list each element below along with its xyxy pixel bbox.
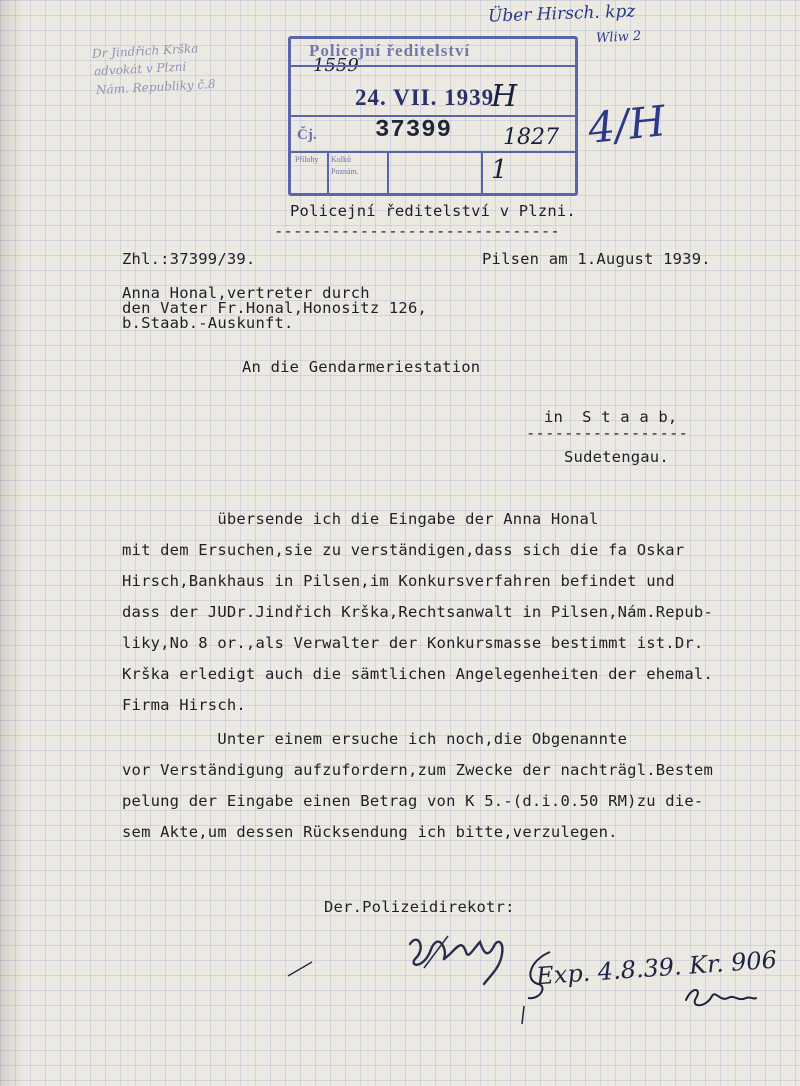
reference-number: Zhl.:37399/39. [122,250,256,268]
addressee-place: in S t a a b, [544,408,678,426]
stamp-handwritten-reg: 1559 [313,55,359,76]
handwritten-note-top-right-2: Wliw 2 [595,28,642,47]
stamp-handwritten-number: 1827 [503,125,559,150]
stamp-handwritten-one: 1 [491,155,508,185]
heading-rule: ------------------------------ [274,222,560,240]
subject-line: b.Staab.-Auskunft. [122,314,294,332]
stamp-line [291,151,575,153]
handwritten-note-top-right: Über Hirsch. kpz [487,1,636,27]
pen-stroke [286,958,316,978]
pencil-note-line-2: advokát v Plzni [93,59,187,79]
signature [404,918,524,988]
initials [680,980,760,1016]
addressee: An die Gendarmeriestation [242,358,481,376]
stamp-cj-label: Čj. [297,127,317,143]
stamp-line [291,65,575,67]
pencil-note-line-3: Nám. Republiky č.8 [95,76,216,98]
closing: Der.Polizeidirekotr: [324,898,515,916]
registry-stamp [288,36,578,196]
body-line: pelung der Eingabe einen Betrag von K 5.-(d.i.0.50 RM)zu die- [122,792,704,810]
stamp-label: Přílohy [295,155,319,164]
body-line: übersende ich die Eingabe der Anna Honal [122,510,599,528]
stamp-office: Policejní ředitelství [309,41,471,60]
body-line: sem Akte,um dessen Rücksendung ich bitte,verzulegen. [122,823,618,841]
stamp-divider [327,151,329,193]
body-line: liky,No 8 or.,als Verwalter der Konkursmasse bestimmt ist.Dr. [122,634,704,652]
body-line: Unter einem ersuche ich noch,die Obgenannte [122,730,628,748]
stamp-letter: H [491,79,518,114]
handwritten-margin-mark: 4/H [585,96,668,153]
addressee-region: Sudetengau. [564,448,669,466]
stamp-number: 37399 [375,117,453,144]
body-line: Firma Hirsch. [122,696,246,714]
paraph-mark [520,950,580,1030]
body-line: dass der JUDr.Jindřich Krška,Rechtsanwalt in Pilsen,Nám.Repub- [122,603,713,621]
subject-line: Anna Honal,vertreter durch [122,284,370,302]
letter-heading: Policejní ředitelství v Plzni. [290,202,576,220]
place-date: Pilsen am 1.August 1939. [482,250,711,268]
stamp-label: Kolků [331,155,351,164]
body-line: vor Verständigung aufzufordern,zum Zwecke der nachträgl.Bestem [122,761,713,779]
pencil-note-line-1: Dr Jindřich Krška [91,41,199,61]
body-line: mit dem Ersuchen,sie zu verständigen,dass sich die fa Oskar [122,541,685,559]
body-line: Hirsch,Bankhaus in Pilsen,im Konkursverfahren befindet und [122,572,675,590]
stamp-date: 24. VII. 1939 [355,85,495,110]
page-edge-shadow [0,0,26,1086]
body-line: Krška erledigt auch die sämtlichen Angelegenheiten der ehemal. [122,665,713,683]
stamp-divider [387,151,389,193]
stamp-divider [481,151,483,193]
stamp-label: Poznám. [331,167,359,176]
addressee-rule: ----------------- [526,424,689,442]
subject-line: den Vater Fr.Honal,Honositz 126, [122,299,428,317]
expedition-annotation: Exp. 4.8.39. Kr. 906 [535,945,778,991]
